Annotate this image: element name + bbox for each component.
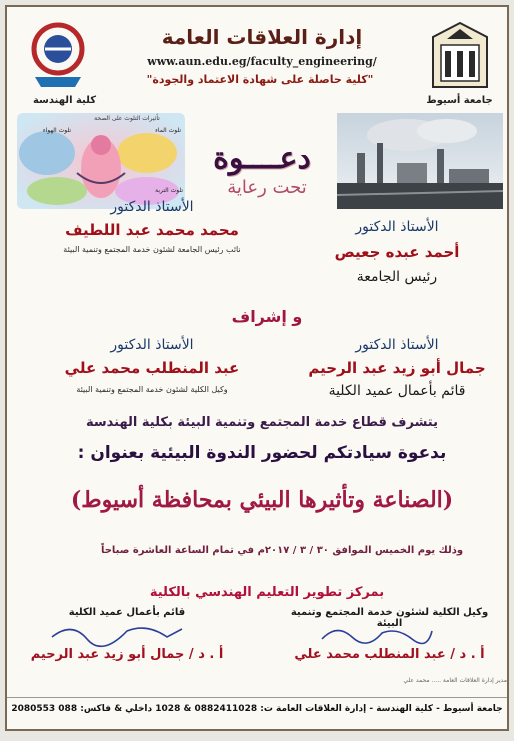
invitation-document — [5, 5, 509, 731]
accreditation-note: "كلية حاصلة على شهادة الاعتماد والجودة" — [146, 73, 374, 86]
event-venue: بمركز تطوير التعليم الهندسي بالكلية — [149, 585, 385, 600]
university-name: جامعة أسيوط — [426, 95, 493, 106]
university-logo — [429, 21, 491, 91]
seminar-title: (الصناعة وتأثيرها البيئي بمحافظة أسيوط) — [70, 487, 454, 513]
body-line-sector: يتشرف قطاع خدمة المجتمع وتنمية البيئة بكلية الهندسة — [85, 415, 438, 430]
faculty-name: كلية الهندسة — [32, 95, 97, 106]
patron-1-role: رئيس الجامعة — [356, 269, 438, 285]
supervisor-2-name: عبد المنطلب محمد علي — [64, 359, 240, 377]
supervisor-1-role: قائم بأعمال عميد الكلية — [328, 383, 466, 399]
patron-2-role: نائب رئيس الجامعة لشئون خدمة المجتمع وتنمية البيئة — [63, 245, 241, 254]
supervisor-2-role: وكيل الكلية لشئون خدمة المجتمع وتنمية البيئة — [76, 385, 228, 394]
department-title: إدارة العلاقات العامة — [161, 25, 363, 49]
collage-label-water: تلوث الماء — [155, 127, 181, 134]
collage-label-main: تأثيرات التلوث على الصحة — [94, 115, 160, 122]
patron-2-name: محمد محمد عبد اللطيف — [65, 221, 239, 239]
faculty-logo — [25, 19, 91, 91]
patron-1-title: الأستاذ الدكتور — [355, 219, 439, 235]
supervisor-2-title: الأستاذ الدكتور — [110, 337, 194, 353]
event-datetime: وذلك يوم الخميس الموافق ٣٠ / ٣ / ٢٠١٧م في تمام الساعة العاشرة صباحاً — [100, 545, 464, 556]
signature-left-image — [47, 619, 187, 649]
website-url: www.aun.edu.eg/faculty_engineering/ — [147, 55, 377, 68]
invitation-heading: دعــــوة — [213, 141, 311, 176]
supervisor-1-title: الأستاذ الدكتور — [355, 337, 439, 353]
patron-1-name: أحمد عبده جعيص — [334, 243, 460, 261]
patron-2-title: الأستاذ الدكتور — [110, 199, 194, 215]
signatory-right-name: أ . د / عبد المنطلب محمد علي — [294, 647, 485, 662]
signatory-left-name: أ . د / جمال أبو زيد عبد الرحيم — [30, 647, 224, 662]
pr-manager-footnote: مدير إدارة العلاقات العامة ..... محمد علي — [403, 677, 507, 684]
under-patronage-label: تحت رعاية — [227, 177, 307, 198]
collage-label-air: تلوث الهواء — [42, 127, 71, 134]
collage-label-soil: تلوث التربة — [155, 187, 183, 194]
signature-right-image — [317, 619, 437, 649]
factory-photo — [337, 113, 503, 209]
contact-footer: جامعة أسيوط - كلية الهندسة - إدارة العلاقات العامة ت: 0882411028 & 1028 داخلي & فاكس: 088 2080553 — [7, 697, 507, 720]
signatory-left-role: قائم بأعمال عميد الكلية — [68, 607, 186, 618]
supervision-label: و إشراف — [231, 307, 303, 326]
body-line-invite: بدعوة سيادتكم لحضور الندوة البيئية بعنوان : — [77, 443, 447, 463]
supervisor-1-name: جمال أبو زيد عبد الرحيم — [308, 359, 486, 377]
signatory-right-role: وكيل الكلية لشئون خدمة المجتمع وتنمية البيئة — [290, 607, 489, 629]
